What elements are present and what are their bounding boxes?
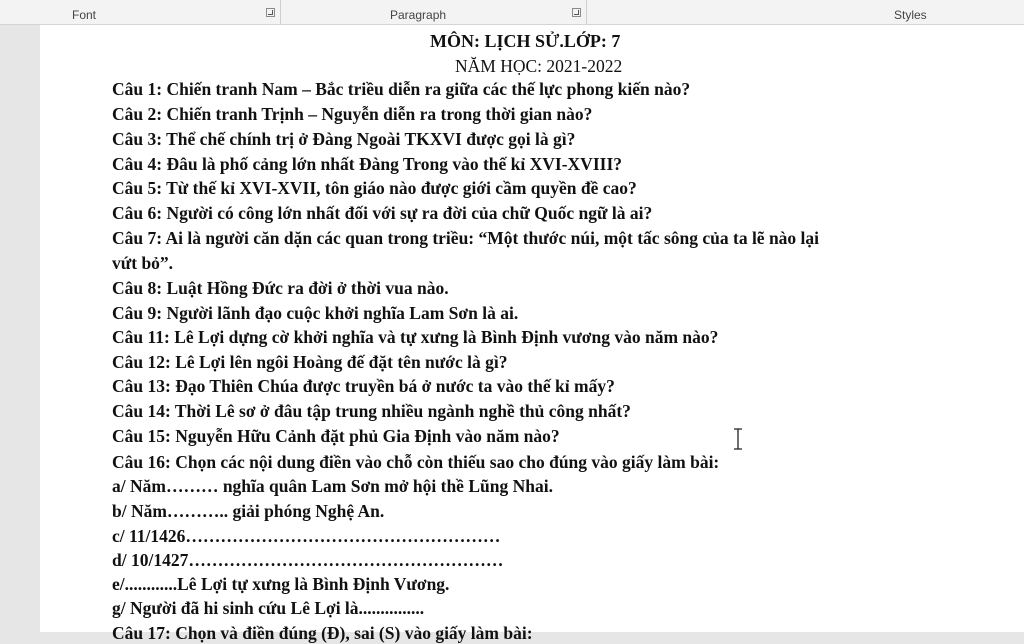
question-line: Câu 5: Từ thế kỉ XVI-XVII, tôn giáo nào được giới cầm quyền đề cao? <box>112 178 637 198</box>
font-dialog-launcher-icon[interactable] <box>266 8 275 17</box>
question-line: Câu 2: Chiến tranh Trịnh – Nguyễn diễn ra trong thời gian nào? <box>112 104 593 124</box>
font-group-label: Font <box>72 8 97 22</box>
paragraph-dialog-launcher-icon[interactable] <box>572 8 581 17</box>
ribbon-separator <box>586 0 587 24</box>
question-line: Câu 1: Chiến tranh Nam – Bắc triều diễn ra giữa các thế lực phong kiến nào? <box>112 79 691 99</box>
question-line: Câu 17: Chọn và điền đúng (Đ), sai (S) vào giấy làm bài: <box>112 623 533 643</box>
fill-blank-line: a/ Năm……… nghĩa quân Lam Sơn mở hội thề Lũng Nhai. <box>112 476 553 496</box>
ribbon-group-labels <box>0 0 1024 25</box>
question-line: Câu 13: Đạo Thiên Chúa được truyền bá ở nước ta vào thế kỉ mấy? <box>112 376 615 396</box>
question-line: Câu 4: Đâu là phố cảng lớn nhất Đàng Trong vào thế kỉ XVI-XVIII? <box>112 154 623 174</box>
question-line: Câu 8: Luật Hồng Đức ra đời ở thời vua nào. <box>112 278 449 298</box>
fill-blank-line: d/ 10/1427……………………………………………… <box>112 550 504 570</box>
fill-blank-line: b/ Năm……….. giải phóng Nghệ An. <box>112 501 385 521</box>
ribbon-separator <box>280 0 281 24</box>
question-line: Câu 15: Nguyễn Hữu Cảnh đặt phủ Gia Định vào năm nào? <box>112 426 560 446</box>
question-line: Câu 16: Chọn các nội dung điền vào chỗ còn thiếu sao cho đúng vào giấy làm bài: <box>112 452 720 472</box>
paragraph-group-label: Paragraph <box>390 8 447 22</box>
fill-blank-line: g/ Người đã hi sinh cứu Lê Lợi là............... <box>112 598 425 618</box>
question-line: Câu 11: Lê Lợi dựng cờ khởi nghĩa và tự xưng là Bình Định vương vào năm nào? <box>112 327 719 347</box>
question-line: Câu 6: Người có công lớn nhất đối với sự ra đời của chữ Quốc ngữ là ai? <box>112 203 653 223</box>
styles-group-label: Styles <box>894 8 927 22</box>
document-school-year: NĂM HỌC: 2021-2022 <box>455 56 623 76</box>
question-line: Câu 14: Thời Lê sơ ở đâu tập trung nhiều ngành nghề thủ công nhất? <box>112 401 631 421</box>
document-page[interactable] <box>40 25 1024 643</box>
fill-blank-line: e/............Lê Lợi tự xưng là Bình Định Vương. <box>112 574 450 594</box>
question-line: Câu 12: Lê Lợi lên ngôi Hoàng đế đặt tên nước là gì? <box>112 352 508 372</box>
question-line: Câu 9: Người lãnh đạo cuộc khởi nghĩa Lam Sơn là ai. <box>112 303 519 323</box>
text-cursor-icon <box>733 428 743 450</box>
fill-blank-line: c/ 11/1426……………………………………………… <box>112 526 501 546</box>
question-line: Câu 3: Thể chế chính trị ở Đàng Ngoài TKXVI được gọi là gì? <box>112 129 576 149</box>
question-line-continuation: vứt bỏ”. <box>112 253 174 273</box>
question-line: Câu 7: Ai là người căn dặn các quan trong triều: “Một thước núi, một tấc sông của ta lẽ nào lại <box>112 228 820 248</box>
document-title: MÔN: LỊCH SỬ.LỚP: 7 <box>430 31 621 51</box>
